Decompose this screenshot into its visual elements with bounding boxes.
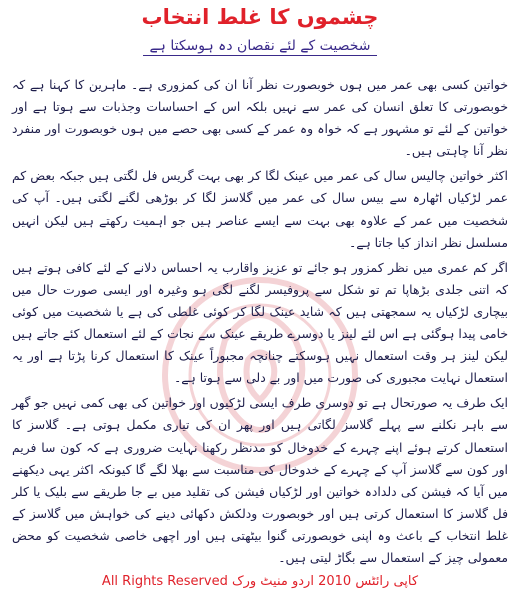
article-paragraph: اکثر خواتین چالیس سال کی عمر میں عینک لگا کر بھی بہت گریس فل لگتی ہیں جبکہ بعض کم عمر لڑکیاں اٹھارہ سے بیس سال کی عمر میں گلاسز لگا کر بوڑھی لگنے لگتی ہیں۔ آپ کی شخصیت میں عمر کے علاوہ بھی بہت سے ایسے عناصر ہیں جو اہمیت رکھتے ہیں لیکن انہیں مسلسل نظر انداز کیا جاتا ہے۔ <box>12 168 508 250</box>
article-body <box>12 74 508 572</box>
article-paragraph: ایک طرف یہ صورتحال ہے تو دوسری طرف ایسی لڑکیوں اور خواتین کی بھی کمی نہیں جو گھر سے باہر نکلنے سے پہلے گلاسز لگاتی ہیں اور پھر ان کی تیاری مکمل ہوتی ہے۔ گلاسز کا استعمال کرتے ہوئے اپنے چہرے کے خدوخال کو مدنظر رکھنا نہایت ضروری ہے کہ کون سا فریم اور کون سے گلاسز آپ کے چہرے کے خدوخال کی مناسبت سے بھلا لگے گا کیونکہ اکثر یہی دیکھنے میں آیا کہ فیشن کی دلدادہ خواتین اور لڑکیاں فیشن کی تقلید میں بے جا طریقے سے بلیک یا کلر فل گلاسز کا استعمال کرتی ہیں اور خوبصورت ودلکش دکھائی دینے کی خواہش میں گلاسز کے غلط انتخاب کے باعث وہ اپنی خوبصورتی گنوا بیٹھتی ہیں اور اچھی خاصی شخصیت کو محض معمولی چیز کے استعمال سے بگاڑ لیتی ہیں۔ <box>12 395 508 565</box>
article-paragraph: اگر کم عمری میں نظر کمزور ہو جائے تو عزیز واقارب یہ احساس دلانے کے لئے کافی ہوتے ہیں کہ اتنی جلدی بڑھاپا تم تو شکل سے پروفیسر لگنے لگی ہو وغیرہ اور ایسی صورت حال میں بیچاری لڑکیاں یہ سمجھتی ہیں کہ شاید عینک لگا کر کوئی غلطی کی ہے یا شخصیت میں کوئی خامی پیدا ہوگئی ہے اس لئے لینز یا دوسرے طریقے عینک سے نجات کے لئے استعمال کئے جاتے ہیں لیکن لینز ہر وقت استعمال نہیں ہوسکتے چنانچہ مجبوراً عینک کا استعمال کرنا پڑتا ہے اور یہ استعمال نہایت مجبوری کی صورت میں اور بے دلی سے ہوتا ہے۔ <box>12 259 508 386</box>
copyright-footer: کاپی رائٹس 2010 اردو منیٹ ورک All Rights Reserved <box>101 574 419 589</box>
article-subtitle-text: شخصیت کے لئے نقصان دہ ہوسکتا ہے <box>143 38 376 56</box>
article-paragraph: خواتین کسی بھی عمر میں ہوں خوبصورت نظر آنا ان کی کمزوری ہے۔ ماہرین کا کہنا ہے کہ خوبصورتی کا تعلق انسان کی عمر سے نہیں بلکہ اس کے احساسات وجذبات سے ہوتا ہے اور خواتین کے لئے تو مشہور ہے کہ خواہ وہ عمر کے کسی بھی حصے میں ہوں خوبصورت اور منفرد نظر آنا چاہتی ہیں۔ <box>12 77 508 159</box>
article-subtitle <box>0 36 520 56</box>
article-title: چشموں کا غلط انتخاب <box>141 5 379 29</box>
